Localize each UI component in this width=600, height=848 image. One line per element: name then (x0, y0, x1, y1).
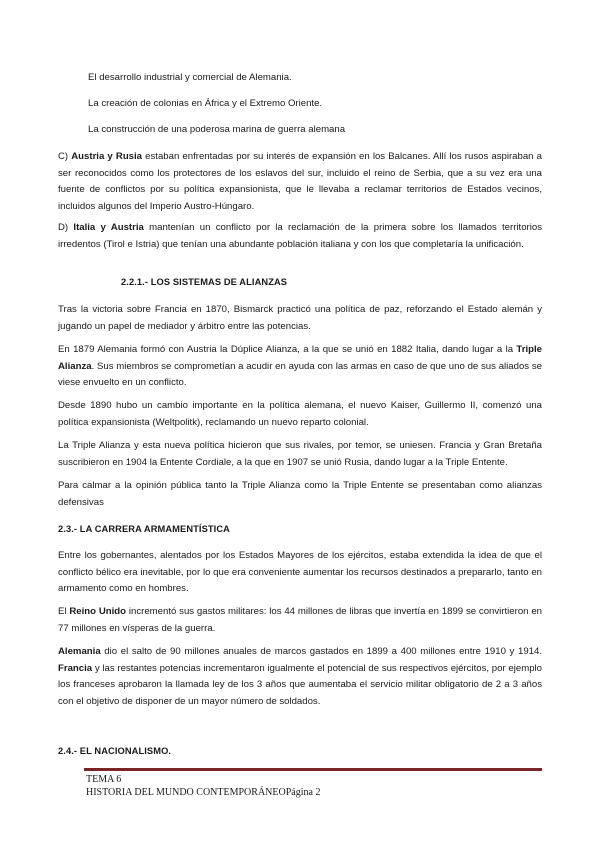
paragraph-1870: Tras la victoria sobre Francia en 1870, Bismarck practicó una política de paz, reforzando el Estado alemán y jugando un papel de mediador y árbitro entre las potencias. (58, 304, 542, 332)
bold-alemania: Alemania (58, 646, 101, 657)
footer-tema: TEMA 6 (86, 774, 122, 785)
bullet-marina: La construcción de una poderosa marina de guerra alemana (88, 124, 346, 135)
heading-nacionalismo: 2.4.- EL NACIONALISMO. (58, 746, 172, 756)
footer-course-title: HISTORIA DEL MUNDO CONTEMPORÁNEO (86, 787, 286, 798)
bold-francia: Francia (58, 662, 93, 674)
paragraph-triple-entente: La Triple Alianza y esta nueva política hicieron que sus rivales, por temor, se uniesen. Francia y Gran Bretaña suscribieron en 1904 la Entente Cordiale, a la que en 1907 se unió Rusia, dando lugar a la Triple Entente. (58, 440, 542, 468)
footer-course-line (86, 787, 320, 798)
paragraph-italia-austria: D) Italia y Austria mantenían un conflicto por la reclamación de la primera sobre los llamados territorios irredentos (Tirol e Istria) que tenían una abundante población italiana y con los que completaría la unificación. (58, 222, 542, 250)
bullet-colonias: La creación de colonias en África y el Extremo Oriente. (88, 98, 323, 109)
paragraph-1890: Desde 1890 hubo un cambio importante en la política alemana, el nuevo Kaiser, Guillermo II, comenzó una política expansionista (Weltpolitk), reclamando un nuevo reparto colonial. (58, 400, 542, 428)
bullet-industrial: El desarrollo industrial y comercial de Alemania. (88, 72, 292, 83)
footer-rule (84, 768, 542, 771)
paragraph-calmar: Para calmar a la opinión pública tanto la Triple Alianza como la Triple Entente se presentaban como alianzas defensivas (58, 480, 542, 508)
bold-italia-austria: Italia y Austria (73, 222, 144, 233)
bold-austria-rusia: Austria y Rusia (71, 151, 143, 162)
paragraph-reino-unido: El Reino Unido incrementó sus gastos militares: los 44 millones de libras que invertía en 1899 se convirtieron en 77 millones en vísperas de la guerra. (58, 606, 543, 634)
paragraph-alemania: Alemania dio el salto de 90 millones anuales de marcos gastados en 1899 a 400 millones entre 1910 y 1914. Francia y las restantes potencias incrementaron igualmente el potencial de sus respectivos ejércitos, por ejemplo los franceses aprobaron la llamada ley de los 3 años que aumentaba el servicio militar obligatorio de 2 a 3 años con el objetivo de disponer de un mayor número de soldados. (58, 646, 542, 707)
bold-reino-unido: Reino Unido (69, 606, 127, 617)
paragraph-austria-rusia: C) Austria y Rusia estaban enfrentadas por su interés de expansión en los Balcanes. Allí los rusos aspiraban a ser reconocidos como los protectores de los eslavos del sur, incluido el reino de Serbia, que a su vez era una fuente de conflictos por su política expansionista, que le llevaba a reclamar territorios de Estados vecinos, incluidos algunos del Imperio Austro-Húngaro. (58, 151, 542, 212)
footer-page-number: Página 2 (285, 787, 321, 798)
heading-sistemas-alianzas: 2.2.1.- LOS SISTEMAS DE ALIANZAS (121, 277, 288, 287)
heading-carrera-armamentistica: 2.3.- LA CARRERA ARMAMENTÍSTICA (58, 524, 230, 534)
paragraph-gobernantes: Entre los gobernantes, alentados por los Estados Mayores de los ejércitos, estaba extendida la idea de que el conflicto bélico era inevitable, por lo que era conveniente aumentar los recursos destinados a prepararlo, tanto en armamento como en hombres. (58, 550, 542, 594)
bold-triple-alianza: Triple Alianza (58, 344, 542, 372)
paragraph-1879: En 1879 Alemania formó con Austria la Dúplice Alianza, a la que se unió en 1882 Italia, dando lugar a la Triple Alianza. Sus miembros se comprometían a acudir en ayuda con las armas en caso de que uno de sus aliados se viese envuelto en un conflicto. (58, 344, 542, 388)
